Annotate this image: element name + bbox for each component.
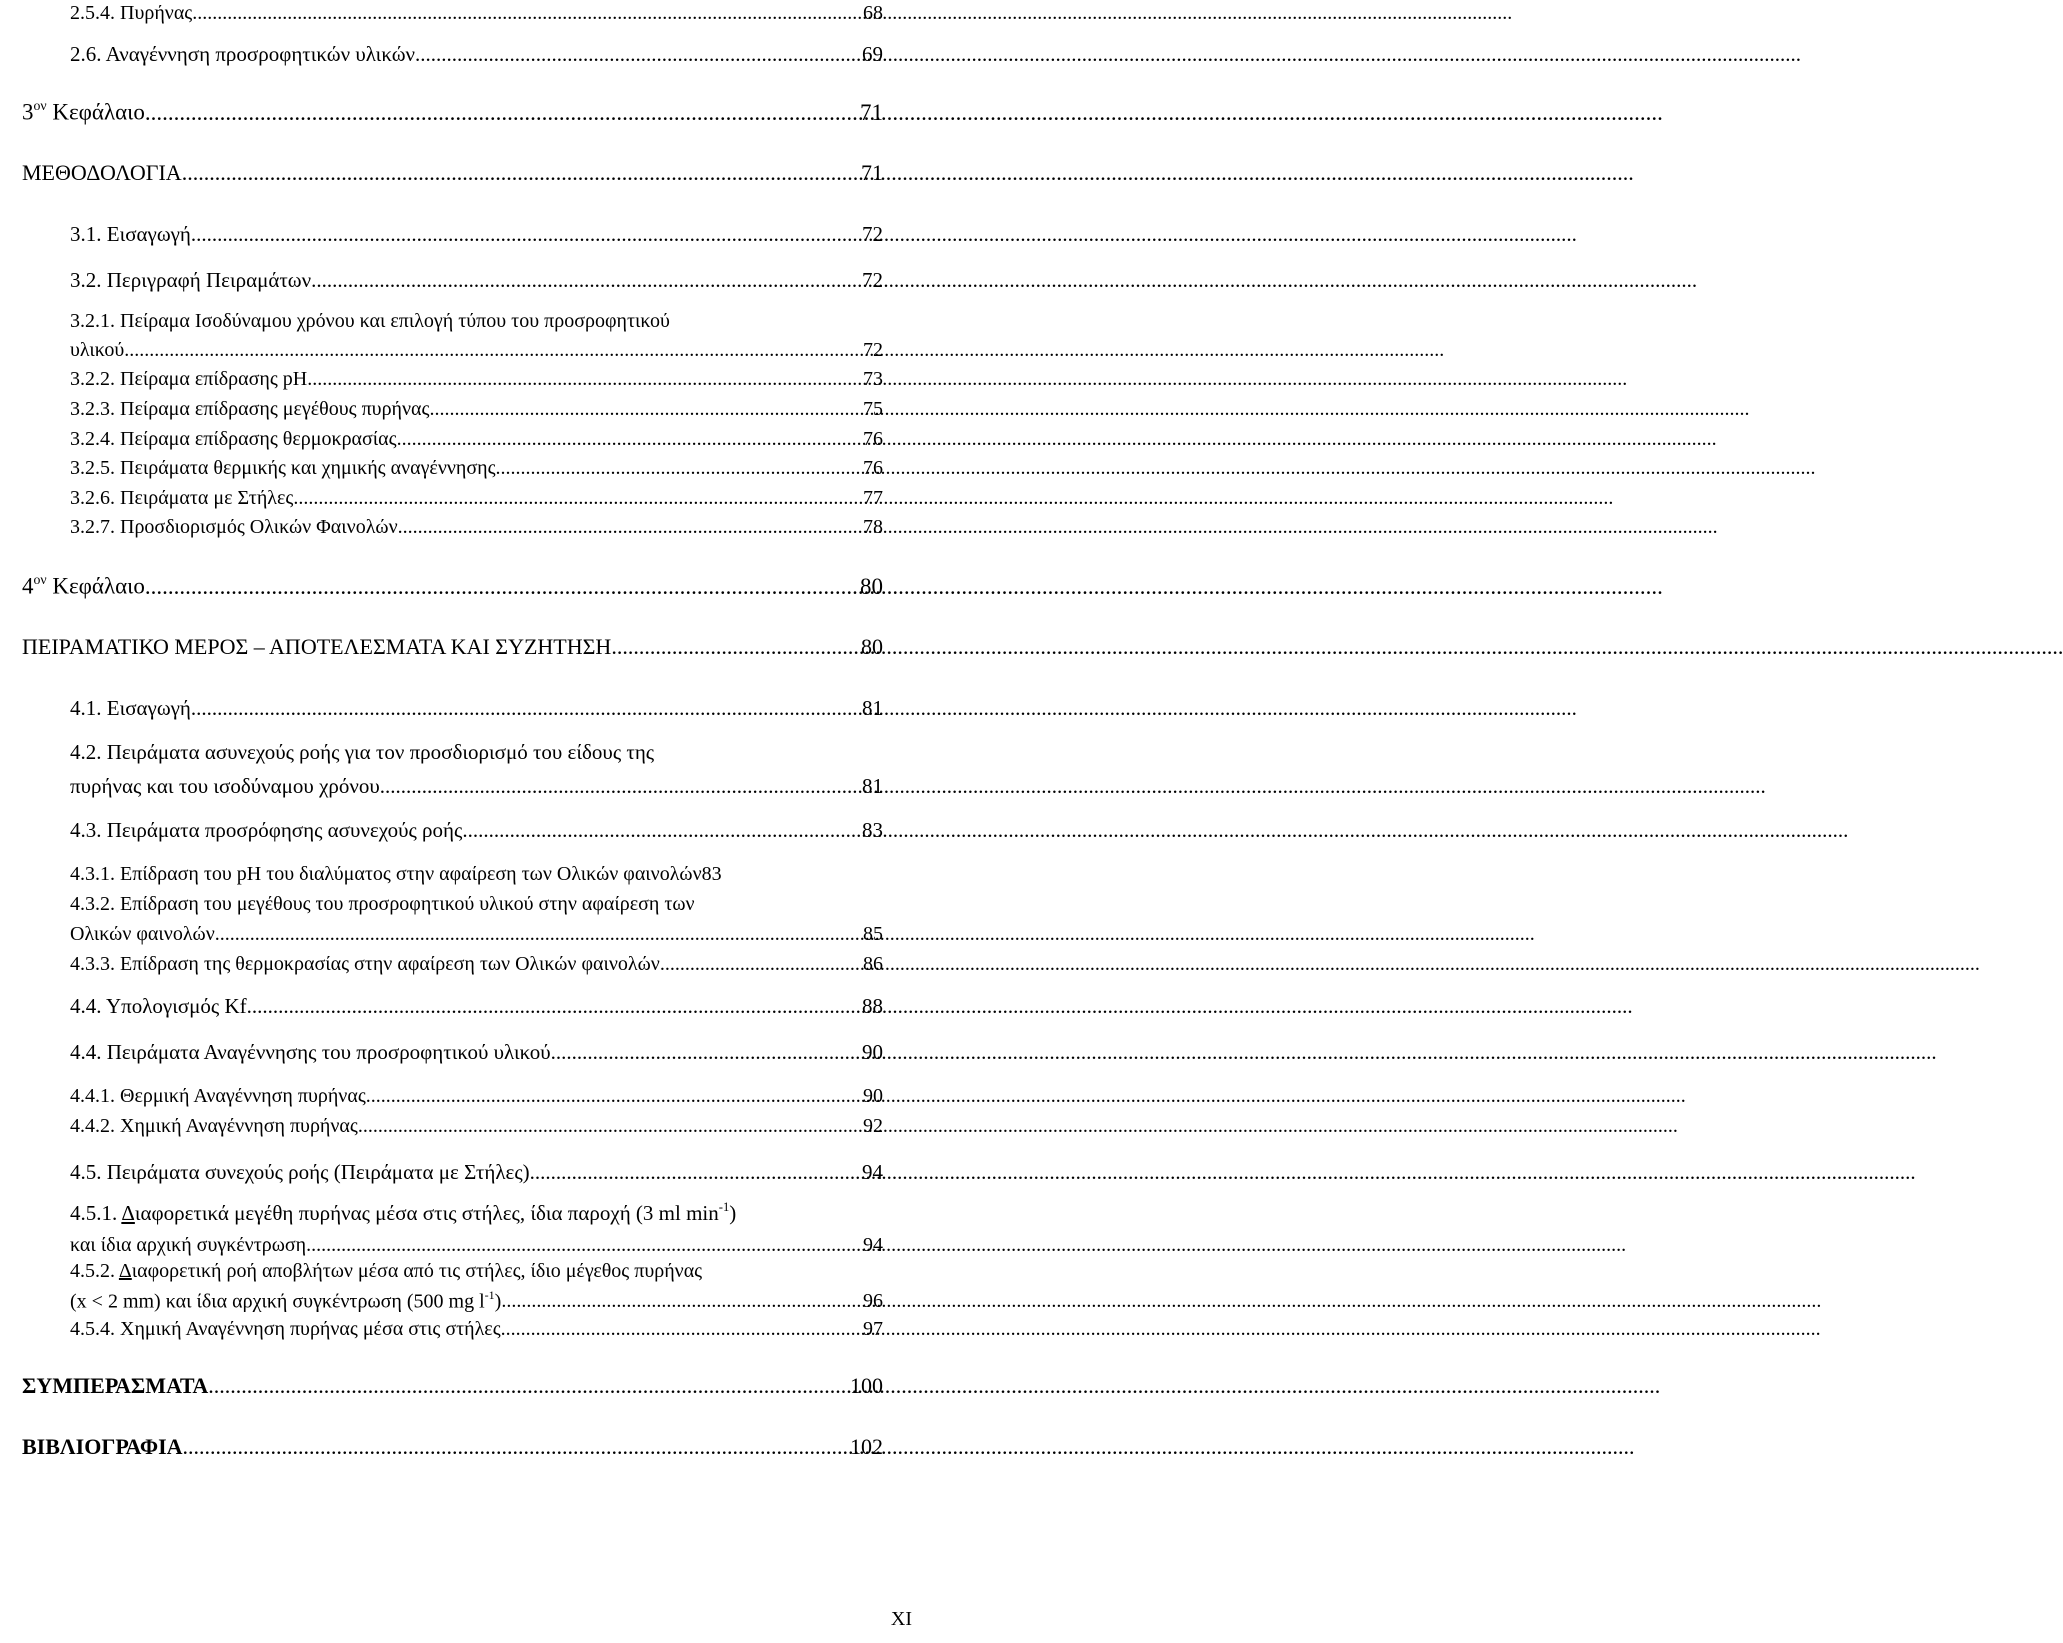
dot-leader [496, 457, 863, 480]
toc-entry-2-5-4 [70, 2, 883, 25]
toc-entry-page: 68 [863, 2, 883, 24]
toc-entry-4-5-2-line1: 4.5.2. Διαφορετική ροή αποβλήτων μέσα από τις στήλες, ίδιο μέγεθος πυρήνας [70, 1260, 703, 1282]
toc-entry-title: 3.2.5. Πειράματα θερμικής και χημικής αναγέννησης [70, 457, 496, 479]
toc-entry-page: 96 [863, 1290, 883, 1313]
toc-entry-page: 71 [861, 160, 883, 185]
dot-leader [358, 1115, 863, 1138]
toc-entry-title: 3.2.7. Προσδιορισμός Ολικών Φαινολών [70, 516, 398, 538]
toc-entry-3-2-5 [70, 457, 883, 480]
toc-entry-page: 97 [863, 1318, 883, 1340]
toc-entry-4-3-1 [70, 863, 883, 886]
toc-entry-page: 85 [863, 923, 883, 945]
toc-entry-title: Ολικών φαινολών [70, 923, 215, 945]
toc-entry-4-2 [70, 774, 883, 798]
toc-entry-page: 102 [850, 1434, 883, 1459]
toc-entry-4-4-2 [70, 1115, 883, 1138]
toc-entry-4-3 [70, 818, 883, 842]
chapter-number: 4 [22, 573, 34, 599]
dot-leader [530, 1160, 862, 1184]
toc-entry-title: Κεφάλαιο [46, 99, 145, 125]
dot-leader [415, 42, 862, 66]
toc-entry-title: 4.3.3. Επίδραση της θερμοκρασίας στην αφαίρεση των Ολικών φαινολών [70, 953, 660, 975]
toc-entry-page: 86 [863, 953, 883, 975]
toc-entry-title: 4.4.1. Θερμική Αναγέννηση πυρήνας [70, 1085, 366, 1107]
toc-entry-title: ΒΙΒΛΙΟΓΡΑΦΙΑ [22, 1434, 183, 1459]
toc-entry-page: 72 [863, 339, 883, 361]
toc-entry-title: (x < 2 mm) και ίδια αρχική συγκέντρωση (500 mg l [70, 1290, 485, 1313]
toc-entry-title: υλικού [70, 339, 125, 361]
toc-entry-experimental-part [22, 634, 883, 659]
toc-entry-page: 72 [862, 268, 883, 292]
toc-entry-3-2-4 [70, 428, 883, 451]
dot-leader [215, 923, 863, 946]
dot-leader [191, 222, 862, 246]
dot-leader [611, 634, 861, 659]
toc-entry-title: ΣΥΜΠΕΡΑΣΜΑΤΑ [22, 1373, 209, 1398]
dot-leader [397, 428, 863, 451]
toc-entry-4-3-3 [70, 953, 883, 976]
toc-entry-page: 69 [862, 42, 883, 66]
toc-entry-conclusions [22, 1373, 883, 1398]
toc-entry-page: 72 [862, 222, 883, 246]
toc-entry-page: 76 [863, 457, 883, 479]
dot-leader [182, 160, 861, 185]
dot-leader [307, 368, 863, 391]
toc-entry-page: 78 [863, 516, 883, 538]
toc-entry-4-3-2 [70, 923, 883, 946]
toc-entry-title: 3.2.3. Πείραμα επίδρασης μεγέθους πυρήνας [70, 398, 430, 420]
dot-leader [293, 487, 863, 510]
toc-entry-3-2-1-line1: 3.2.1. Πείραμα Ισοδύναμου χρόνου και επιλογή τύπου του προσροφητικού [70, 310, 670, 332]
toc-entry-title: Κεφάλαιο [46, 573, 145, 599]
dot-leader [501, 1290, 863, 1313]
toc-entry-4-5-4 [70, 1318, 883, 1341]
toc-entry-3-2-1 [70, 339, 883, 362]
dot-leader [366, 1085, 863, 1108]
toc-entry-4-4-regeneration [70, 1040, 883, 1064]
toc-entry-page: 90 [862, 1040, 883, 1064]
dot-leader [247, 994, 862, 1018]
chapter-number: 3 [22, 99, 34, 125]
dot-leader [660, 953, 863, 976]
toc-entry-page: 80 [861, 634, 883, 659]
toc-entry-4-3-2-line1: 4.3.2. Επίδραση του μεγέθους του προσροφητικού υλικού στην αφαίρεση των [70, 893, 695, 915]
table-of-contents [0, 0, 960, 1643]
dot-leader [398, 516, 863, 539]
toc-entry-title: 4.5.4. Χημική Αναγέννηση πυρήνας μέσα στις στήλες [70, 1318, 501, 1340]
toc-entry-page: 80 [860, 573, 883, 599]
toc-entry-3-2-2 [70, 368, 883, 391]
toc-entry-4-5-2: (x < 2 mm) και ίδια αρχική συγκέντρωση (500 mg $l^{-1}$) ..... 96 [70, 1289, 883, 1313]
toc-entry-title: 4.4. Υπολογισμός Kf [70, 994, 247, 1018]
toc-entry-4-4-1 [70, 1085, 883, 1108]
dot-leader [145, 574, 860, 600]
toc-entry-title: 4.3. Πειράματα προσρόφησης ασυνεχούς ροής [70, 818, 463, 842]
dot-leader [192, 2, 863, 25]
toc-entry-3-2 [70, 268, 883, 292]
dot-leader [208, 1373, 850, 1398]
dot-leader [551, 1040, 862, 1064]
toc-entry-page: 81 [862, 696, 883, 720]
toc-entry-4-2-line1: 4.2. Πειράματα ασυνεχούς ροής για τον προσδιορισμό του είδους της [70, 740, 655, 764]
dot-leader [124, 339, 863, 362]
toc-entry-chapter-3 [22, 98, 883, 126]
toc-entry-3-2-7 [70, 516, 883, 539]
toc-entry-title: ΠΕΙΡΑΜΑΤΙΚΟ ΜΕΡΟΣ – ΑΠΟΤΕΛΕΣΜΑΤΑ ΚΑΙ ΣΥΖΗΤΗΣΗ [22, 634, 612, 659]
page-number: XI [890, 1608, 912, 1630]
toc-entry-page: 88 [862, 994, 883, 1018]
toc-entry-page: 100 [850, 1373, 883, 1398]
toc-entry-bibliography [22, 1434, 883, 1459]
toc-entry-4-5-1 [70, 1234, 883, 1257]
toc-entry-page: 83 [862, 818, 883, 842]
toc-entry-title: ΜΕΘΟΔΟΛΟΓΙΑ [22, 160, 182, 185]
toc-entry-title: 3.2.2. Πείραμα επίδρασης pH [70, 368, 308, 390]
toc-entry-page: 71 [860, 99, 883, 125]
toc-entry-title: 4.5. Πειράματα συνεχούς ροής (Πειράματα με Στήλες) [70, 1160, 530, 1184]
toc-entry-title: 2.6. Αναγέννηση προσροφητικών υλικών [70, 42, 416, 66]
toc-entry-3-1 [70, 222, 883, 246]
toc-entry-page: 90 [863, 1085, 883, 1107]
toc-entry-chapter-4 [22, 572, 883, 600]
chapter-ordinal: ον [33, 572, 47, 587]
toc-entry-title: 2.5.4. Πυρήνας [70, 2, 193, 24]
toc-entry-page: 75 [863, 398, 883, 420]
toc-entry-2-6 [70, 42, 883, 66]
toc-entry-page: 94 [863, 1234, 883, 1256]
toc-entry-title: 3.2.4. Πείραμα επίδρασης θερμοκρασίας [70, 428, 397, 450]
toc-entry-3-2-6 [70, 487, 883, 510]
toc-entry-4-4-kf [70, 994, 883, 1018]
toc-entry-page: 76 [863, 428, 883, 450]
toc-entry-title: και ίδια αρχική συγκέντρωση [70, 1234, 307, 1256]
toc-entry-title: 3.2.6. Πειράματα με Στήλες [70, 487, 294, 509]
dot-leader [462, 818, 862, 842]
toc-entry-4-5 [70, 1160, 883, 1184]
toc-entry-page: 92 [863, 1115, 883, 1137]
dot-leader [501, 1318, 863, 1341]
toc-entry-page: 83 [701, 863, 722, 885]
toc-entry-title: 4.1. Εισαγωγή [70, 696, 191, 720]
dot-leader [145, 100, 860, 126]
toc-entry-page: 73 [863, 368, 883, 390]
toc-entry-4-5-1-line1: 4.5.1. Διαφορετικά μεγέθη πυρήνας μέσα στις στήλες, ίδια παροχή (3 ml $\min^{-1}$) [70, 1200, 737, 1225]
toc-entry-methodology [22, 160, 883, 185]
toc-entry-title: 4.4.2. Χημική Αναγέννηση πυρήνας [70, 1115, 358, 1137]
toc-entry-4-1 [70, 696, 883, 720]
toc-entry-page: 77 [863, 487, 883, 509]
toc-entry-title: πυρήνας και του ισοδύναμου χρόνου [70, 774, 380, 798]
dot-leader [380, 774, 862, 798]
chapter-ordinal: ον [33, 98, 47, 113]
dot-leader [306, 1234, 863, 1257]
dot-leader [191, 696, 862, 720]
toc-entry-page: 94 [862, 1160, 883, 1184]
toc-entry-3-2-3 [70, 398, 883, 421]
dot-leader [429, 398, 863, 421]
toc-entry-title: 3.1. Εισαγωγή [70, 222, 191, 246]
toc-entry-page: 81 [862, 774, 883, 798]
toc-entry-title: 4.4. Πειράματα Αναγέννησης του προσροφητικού υλικού [70, 1040, 551, 1064]
toc-entry-title: 4.3.1. Επίδραση του pH του διαλύματος στην αφαίρεση των Ολικών φαινολών [70, 863, 702, 885]
dot-leader [311, 268, 862, 292]
dot-leader [183, 1434, 850, 1459]
toc-entry-title: 3.2. Περιγραφή Πειραμάτων [70, 268, 312, 292]
